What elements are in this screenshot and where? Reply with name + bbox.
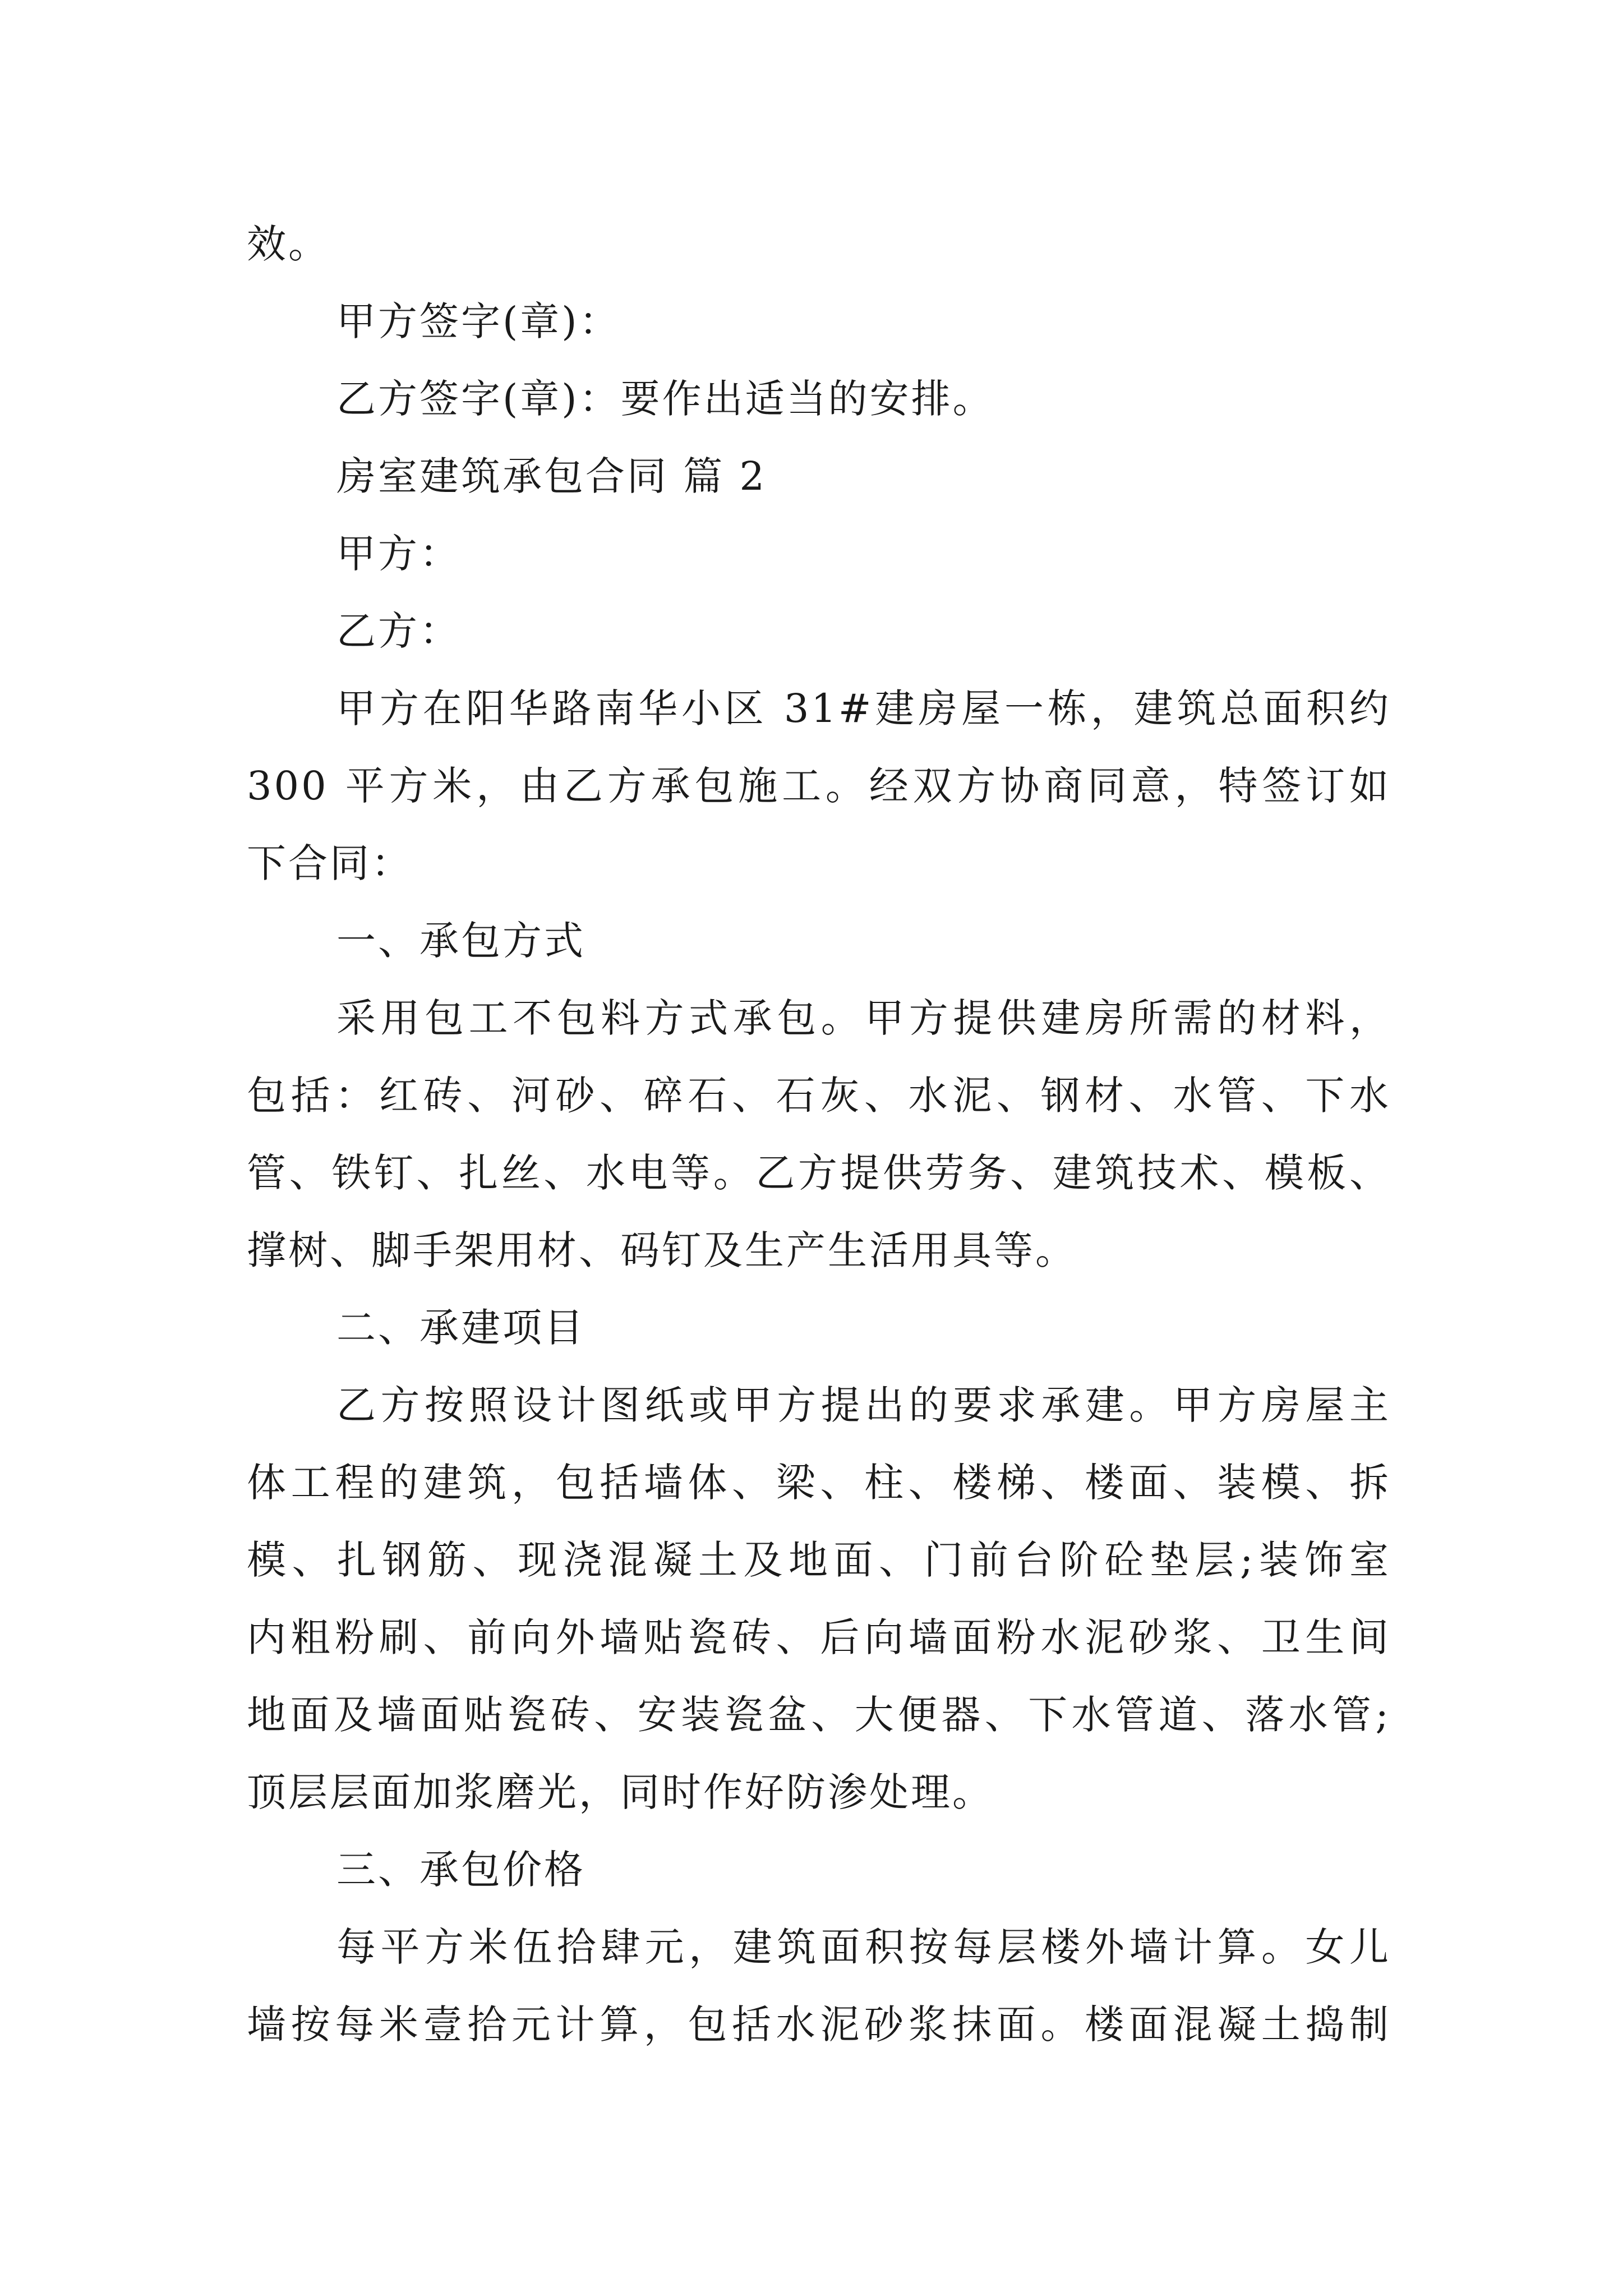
- text-line: 乙方按照设计图纸或甲方提出的要求承建。甲方房屋主: [336, 1382, 1391, 1428]
- text-line: 甲方签字(章)：: [336, 298, 621, 344]
- document-body: [247, 205, 1391, 2063]
- text-line: 二、承建项目: [336, 1305, 585, 1351]
- text-line: 墙按每米壹拾元计算，包括水泥砂浆抹面。楼面混凝土捣制: [247, 2001, 1391, 2047]
- text-line: 乙方：: [336, 608, 461, 654]
- text-line: 效。: [247, 221, 330, 267]
- text-line: 甲方：: [336, 531, 461, 577]
- text-line: 甲方在阳华路南华小区 31#建房屋一栋，建筑总面积约: [336, 685, 1391, 731]
- text-line: 撑树、脚手架用材、码钉及生产生活用具等。: [247, 1227, 1077, 1273]
- text-line: 顶层层面加浆磨光，同时作好防渗处理。: [247, 1769, 994, 1815]
- text-line: 包括：红砖、河砂、碎石、石灰、水泥、钢材、水管、下水: [247, 1073, 1391, 1119]
- text-line: 一、承包方式: [336, 918, 585, 964]
- text-line: 内粗粉刷、前向外墙贴瓷砖、后向墙面粉水泥砂浆、卫生间: [247, 1614, 1391, 1660]
- text-line: 300 平方米，由乙方承包施工。经双方协商同意，特签订如: [247, 763, 1391, 809]
- text-line: 下合同：: [247, 840, 413, 886]
- text-line: 三、承包价格: [336, 1847, 585, 1893]
- text-line: 体工程的建筑，包括墙体、梁、柱、楼梯、楼面、装模、拆: [247, 1460, 1391, 1506]
- text-line: 每平方米伍拾肆元，建筑面积按每层楼外墙计算。女儿: [336, 1924, 1391, 1970]
- text-line: 采用包工不包料方式承包。甲方提供建房所需的材料，: [336, 995, 1391, 1041]
- text-line: 房室建筑承包合同 篇 2: [336, 453, 767, 499]
- text-line: 乙方签字(章)：要作出适当的安排。: [336, 376, 994, 422]
- text-line: 管、铁钉、扎丝、水电等。乙方提供劳务、建筑技术、模板、: [247, 1150, 1391, 1196]
- text-line: 模、扎钢筋、现浇混凝土及地面、门前台阶砼垫层;装饰室: [247, 1537, 1391, 1583]
- text-line: 地面及墙面贴瓷砖、安装瓷盆、大便器、下水管道、落水管;: [247, 1692, 1391, 1738]
